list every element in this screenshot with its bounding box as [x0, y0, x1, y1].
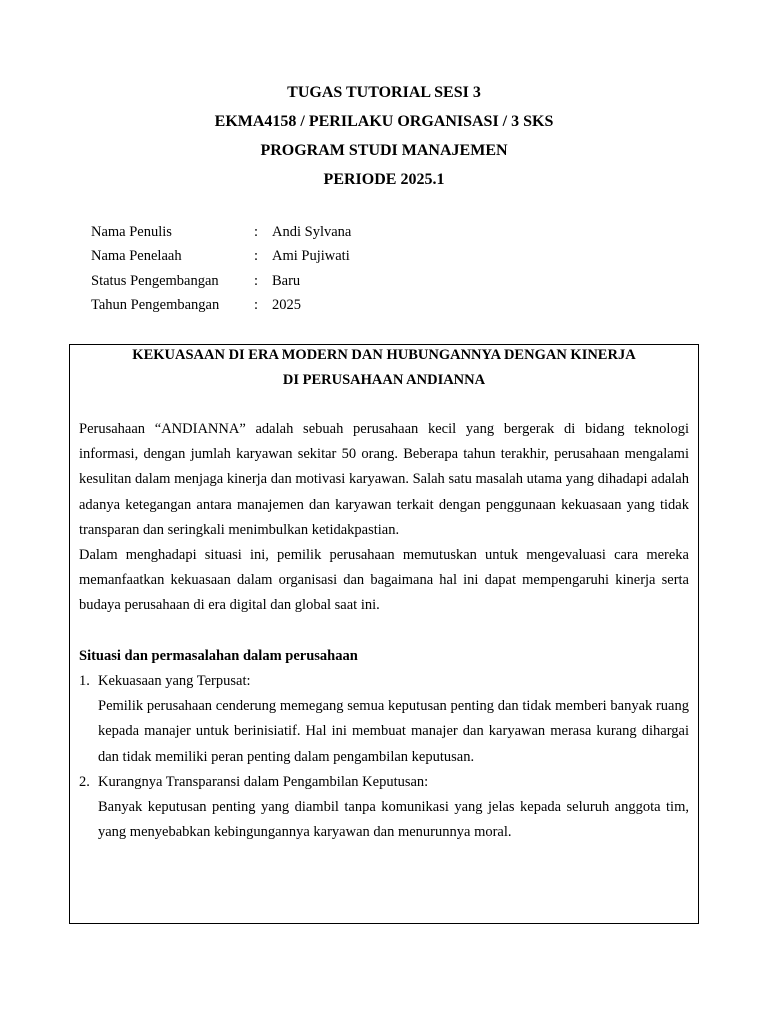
list-item [79, 669, 689, 770]
meta-value: 2025 [272, 297, 301, 314]
header-line-3: PROGRAM STUDI MANAJEMEN [260, 142, 508, 159]
meta-label: Tahun Pengembangan [91, 297, 220, 314]
case-study-box [69, 344, 699, 924]
list-item-description: Banyak keputusan penting yang diambil tanpa komunikasi yang jelas kepada seluruh anggota tim, yang menyebabkan kebingungannya karyawan dan menurunnya moral. [98, 799, 689, 841]
list-item-number: 1. [79, 673, 90, 689]
list-item [79, 770, 689, 846]
case-title-line-2: DI PERUSAHAAN ANDIANNA [282, 372, 486, 388]
list-item-number: 2. [79, 773, 90, 790]
meta-row-reviewer [91, 245, 351, 270]
list-item-title: Kurangnya Transparansi dalam Pengambilan Keputusan: [98, 773, 429, 790]
case-study-title [70, 343, 698, 393]
meta-separator: : [254, 297, 259, 314]
meta-value: Ami Pujiwati [272, 248, 350, 265]
meta-separator: : [254, 223, 259, 240]
meta-row-status [91, 269, 351, 294]
case-paragraph-1: Perusahaan “ANDIANNA” adalah sebuah perusahaan kecil yang bergerak di bidang teknologi informasi, dengan jumlah karyawan sekitar 50 orang. Beberapa tahun terakhir, perusahaan mengalami kesulitan dalam menjaga kinerja dan motivasi karyawan. Salah satu masalah utama yang dihadapi adalah adanya ketegangan antara manajemen dan karyawan terkait dengan penggunaan kekuasaan yang tidak transparan dan seringkali menimbulkan ketidakpastian. [79, 421, 689, 538]
meta-label: Status Pengembangan [91, 272, 219, 289]
header-line-1: TUGAS TUTORIAL SESI 3 [287, 84, 481, 101]
meta-label: Nama Penelaah [91, 248, 182, 265]
meta-row-author [91, 220, 351, 245]
document-metadata [91, 220, 351, 318]
case-title-line-1: KEKUASAAN DI ERA MODERN DAN HUBUNGANNYA DENGAN KINERJA [132, 347, 636, 363]
problem-list [79, 669, 689, 845]
meta-value: Baru [272, 272, 301, 289]
section-heading: Situasi dan permasalahan dalam perusahaan [79, 648, 358, 664]
meta-label: Nama Penulis [91, 223, 172, 240]
header-line-2: EKMA4158 / PERILAKU ORGANISASI / 3 SKS [214, 113, 554, 130]
list-item-title: Kekuasaan yang Terpusat: [98, 673, 251, 689]
case-paragraph-2: Dalam menghadapi situasi ini, pemilik perusahaan memutuskan untuk mengevaluasi cara mereka memanfaatkan kekuasaan dalam organisasi dan bagaimana hal ini dapat mempengaruhi kinerja serta budaya perusahaan di era digital dan global saat ini. [79, 547, 689, 614]
meta-separator: : [254, 272, 259, 289]
meta-separator: : [254, 248, 259, 265]
meta-row-year [91, 294, 351, 319]
list-item-description: Pemilik perusahaan cenderung memegang semua keputusan penting dan tidak memberi banyak ruang kepada manajer untuk berinisiatif. Hal ini membuat manajer dan karyawan merasa kurang dihargai dan tidak memiliki peran penting dalam pengambilan keputusan. [98, 698, 689, 765]
document-header [0, 78, 768, 194]
meta-value: Andi Sylvana [272, 223, 352, 240]
header-line-4: PERIODE 2025.1 [323, 171, 445, 188]
